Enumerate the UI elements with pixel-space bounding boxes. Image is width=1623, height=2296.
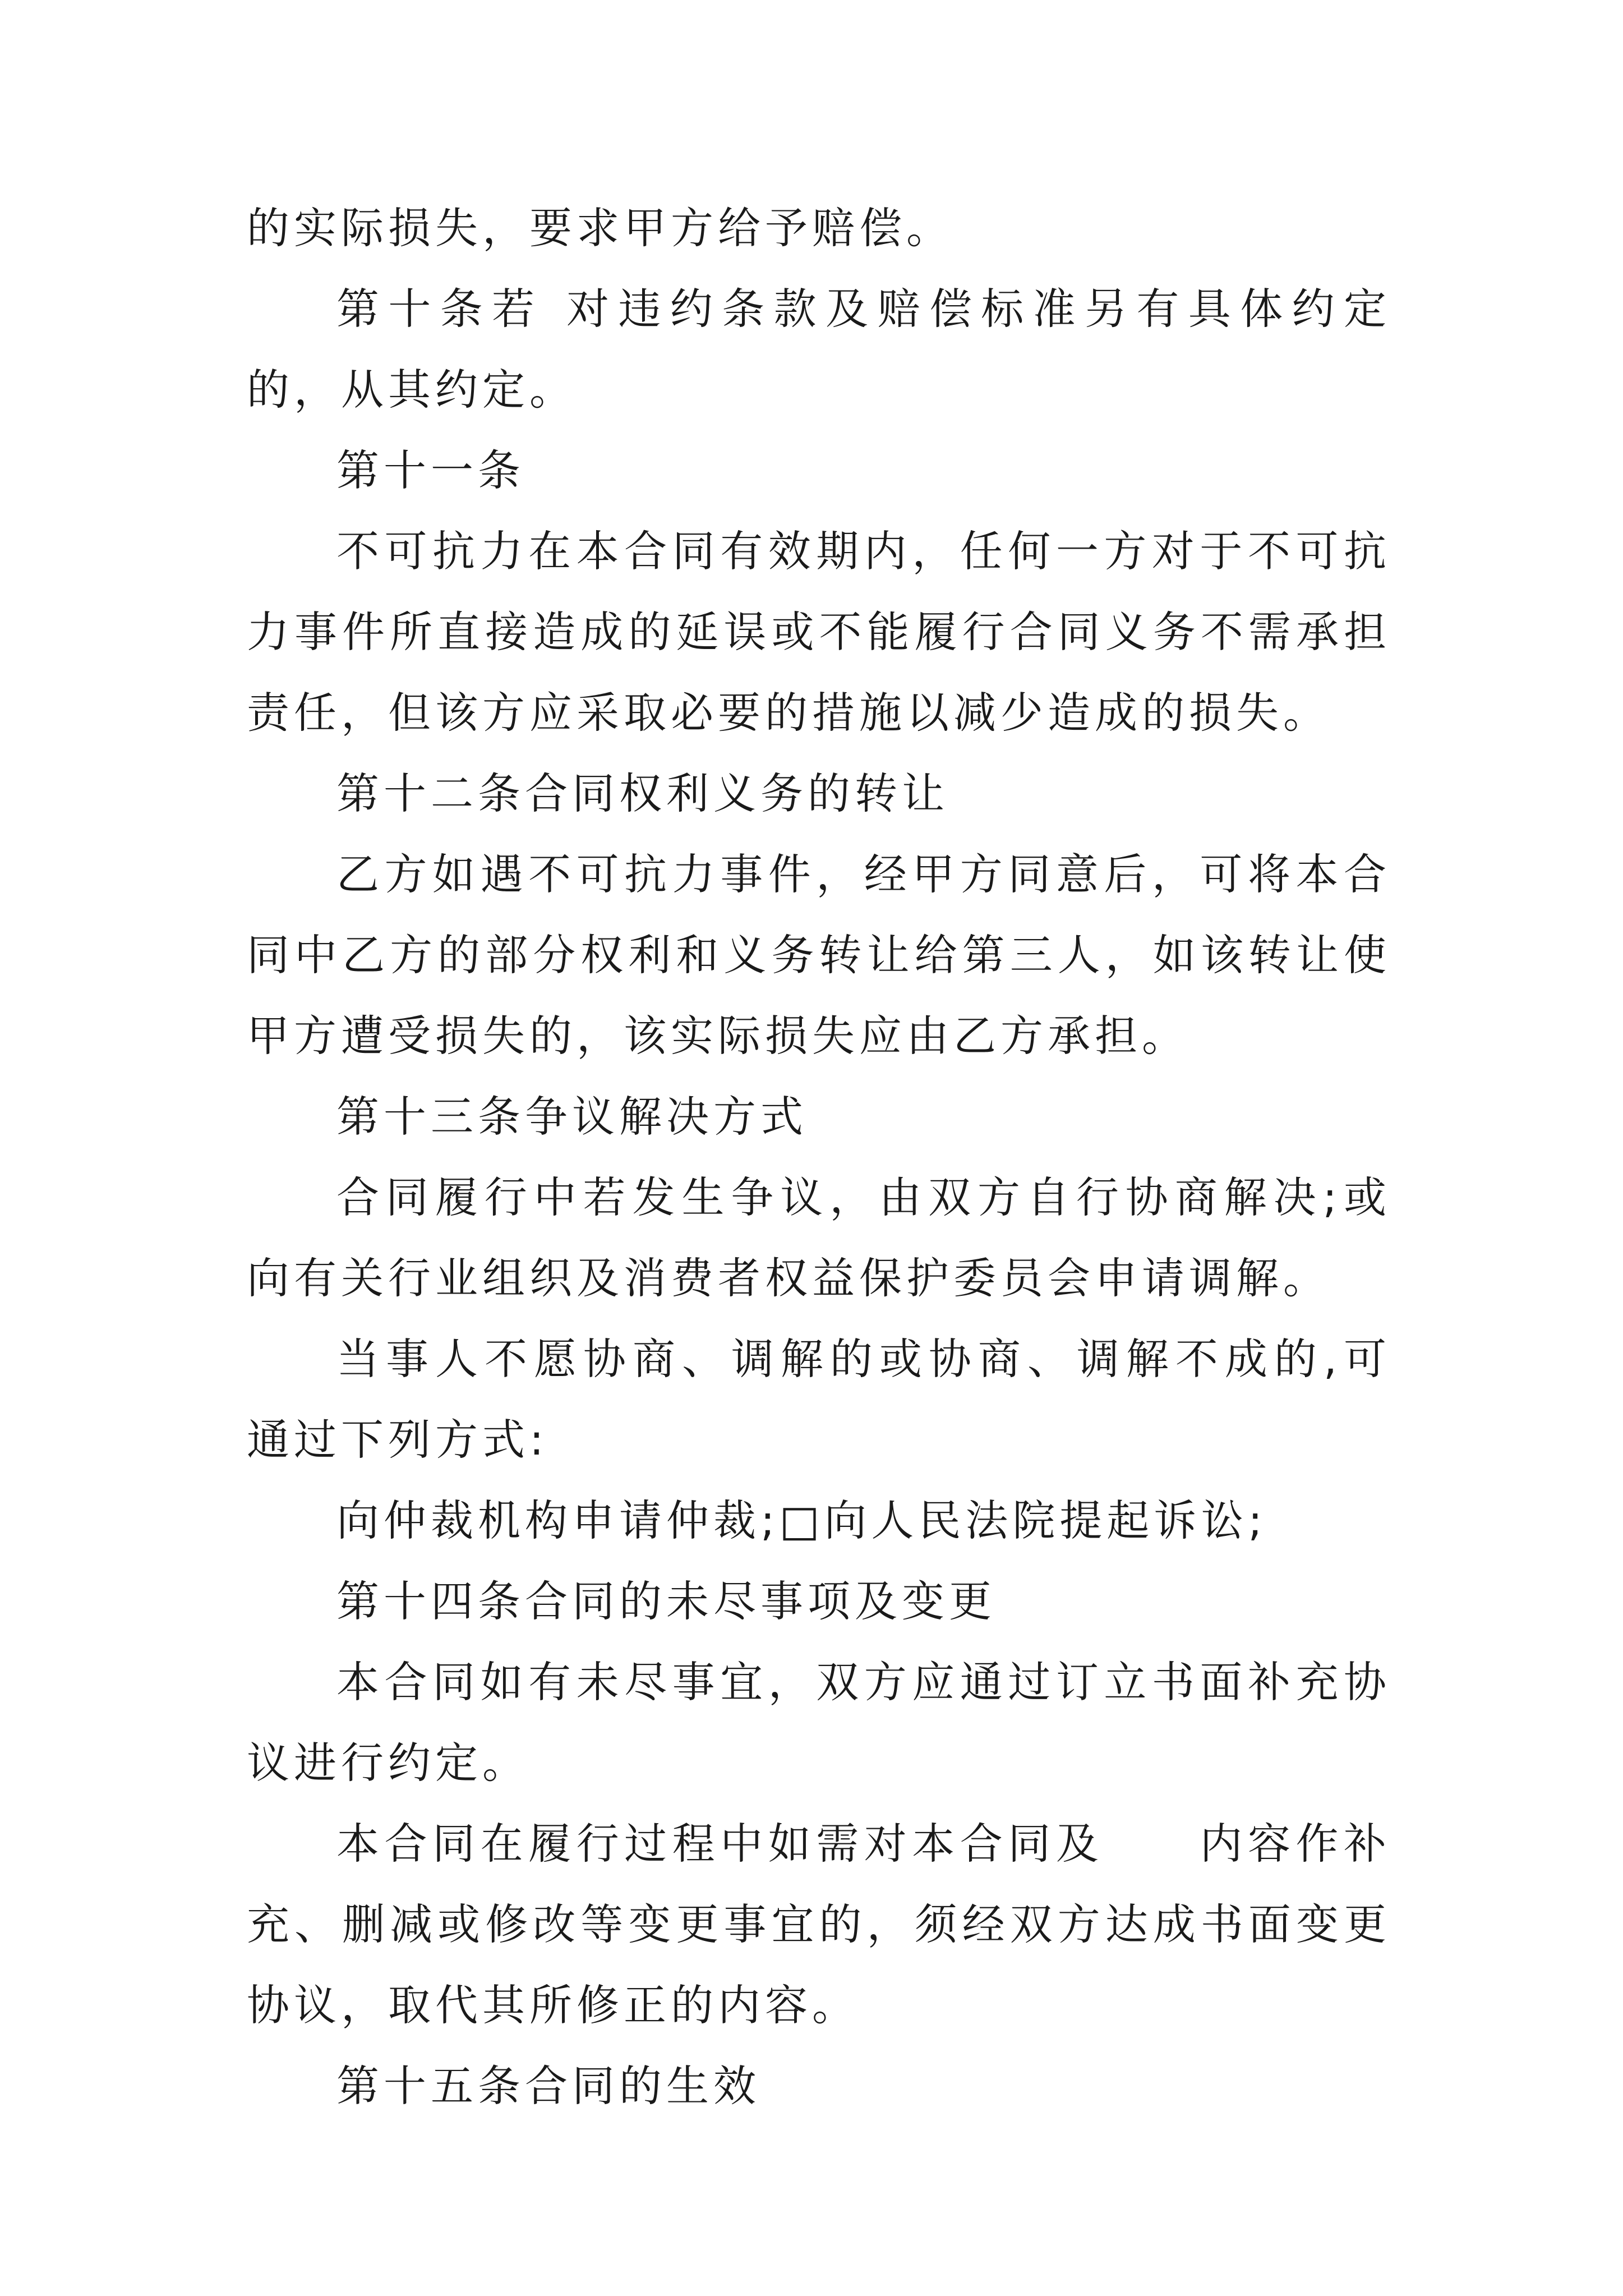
paragraph-article-10: 第十条若 对违约条款及赔偿标准另有具体约定的，从其约定。 <box>247 284 1391 415</box>
heading-article-15: 第十五条合同的生效 <box>336 2061 760 2111</box>
paragraph-force-majeure: 不可抗力在本合同有效期内，任何一方对于不可抗力事件所直接造成的延误或不能履行合同义务不需承担责任，但该方应采取必要的措施以减少造成的损失。 <box>247 526 1391 738</box>
paragraph-modification: 本合同在履行过程中如需对本合同及 内容作补充、删减或修改等变更事宜的，须经双方达成书面变更协议，取代其所修正的内容。 <box>247 1819 1391 2030</box>
heading-article-11: 第十一条 <box>336 445 525 495</box>
paragraph-arbitration-options: 向仲裁机构申请仲裁;□向人民法院提起诉讼; <box>336 1496 1267 1545</box>
paragraph-transfer: 乙方如遇不可抗力事件，经甲方同意后，可将本合同中乙方的部分权利和义务转让给第三人，如该转让使甲方遭受损失的，该实际损失应由乙方承担。 <box>247 849 1391 1061</box>
heading-article-14: 第十四条合同的未尽事项及变更 <box>336 1576 996 1626</box>
paragraph-supplement: 本合同如有未尽事宜，双方应通过订立书面补充协议进行约定。 <box>247 1657 1391 1788</box>
document-body <box>247 188 1391 2127</box>
paragraph-continuation: 的实际损失，要求甲方给予赔偿。 <box>247 203 953 253</box>
heading-article-13: 第十三条争议解决方式 <box>336 1092 808 1142</box>
paragraph-dispute-methods: 当事人不愿协商、调解的或协商、调解不成的,可通过下列方式: <box>247 1334 1391 1465</box>
paragraph-dispute-negotiation: 合同履行中若发生争议，由双方自行协商解决;或向有关行业组织及消费者权益保护委员会申请调解。 <box>247 1172 1391 1303</box>
heading-article-12: 第十二条合同权利义务的转让 <box>336 769 949 818</box>
